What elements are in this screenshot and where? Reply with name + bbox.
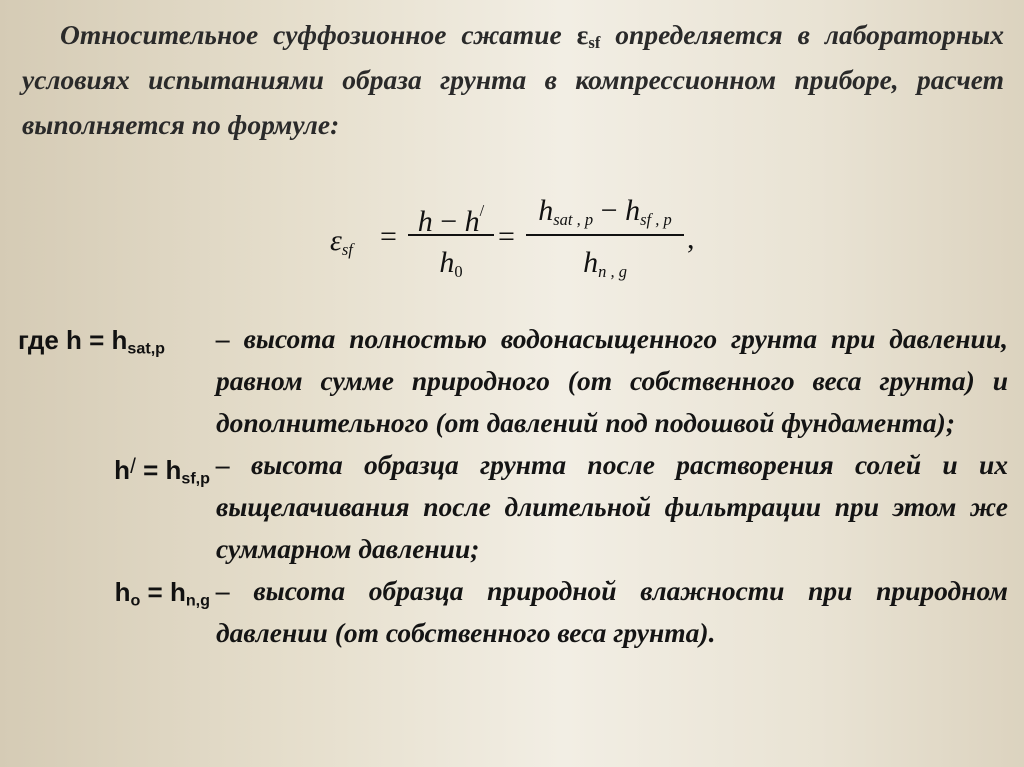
definition-h-prime	[18, 444, 1008, 570]
intro-text-after: определяется в лабораторных условиях испытаниями образа грунта в компрессионном приборе, расчет выполняется по формуле:	[22, 19, 1004, 140]
intro-paragraph	[22, 12, 1004, 147]
definition-term-h-prime: $h^/ = h_{sf,p}$	[114, 455, 210, 488]
definition-term-h0: $h_o = h_{n,g}$	[114, 577, 210, 610]
formula-comma: ,	[687, 222, 695, 255]
definition-desc-h: – высота полностью водонасыщенного грунта при давлении, равном сумме природного (от собственного веса грунта) и дополнительного (от давлений под подошвой фундамента);	[216, 323, 1008, 438]
formula-equals-2: =	[498, 220, 515, 253]
formula-fraction-1	[408, 190, 494, 284]
fraction-1-denominator: $h_0$	[439, 245, 463, 281]
formula-fraction-2	[526, 190, 684, 284]
formula-equals-1: =	[380, 220, 397, 253]
intro-text-before: Относительное суффозионное сжатие	[60, 19, 577, 50]
fraction-1-numerator: h − h/	[417, 201, 485, 238]
definition-h	[18, 318, 1008, 444]
definition-desc-h-prime: – высота образца грунта после растворения солей и их выщелачивания после длительной фильтрации при этом же суммарном давлении;	[216, 449, 1008, 564]
epsilon-symbol: $\varepsilon_{sf}$	[576, 19, 601, 53]
formula-lhs: $\varepsilon_{sf}$	[330, 224, 353, 259]
definition-term-h: где $h = h_{sat,p}$	[18, 325, 166, 358]
fraction-2-denominator: $h_{n , g}$	[583, 245, 627, 281]
definition-h0	[18, 570, 1008, 654]
definition-desc-h0: – высота образца природной влажности при природном давлении (от собственного веса грунта).	[216, 575, 1008, 648]
fraction-2-bar	[526, 234, 684, 236]
fraction-2-numerator: $h_{sat , p} - h_{sf , p}$	[538, 194, 672, 229]
definitions-list	[18, 318, 1008, 654]
